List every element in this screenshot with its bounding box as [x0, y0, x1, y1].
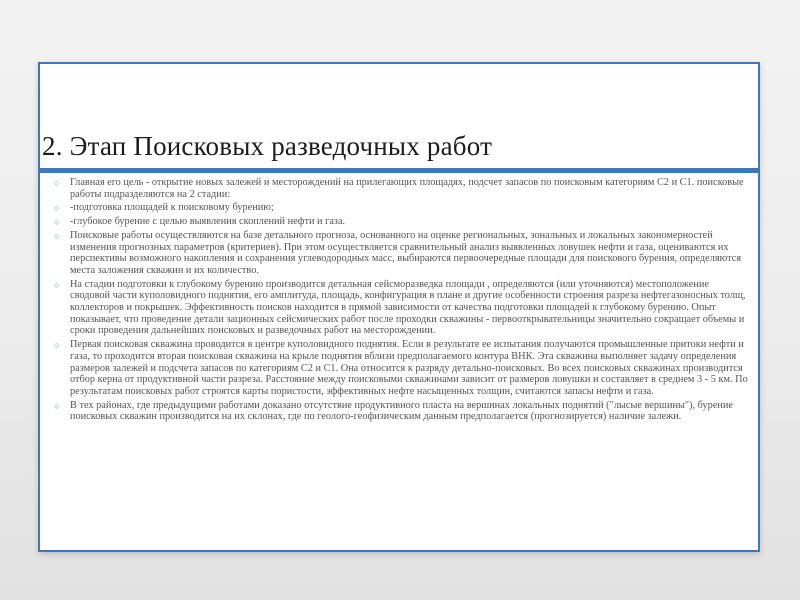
bullet-icon: ○: [54, 203, 60, 214]
slide-title: 2. Этап Поисковых разведочных работ: [42, 131, 493, 161]
bullet-item: [54, 400, 748, 423]
bullet-icon: ○: [54, 217, 60, 228]
bullet-icon: ○: [54, 340, 60, 351]
bullet-text: -подготовка площадей к поисковому бурению;: [70, 202, 274, 214]
bullet-text: В тех районах, где предыдущими работами доказано отсутствие продуктивного пласта на вершинах локальных поднятий ("лысые вершины"), бурение поисковых скважин производится на их склонах, где по геолого-геофизическим данным предполагается (прогнозируется) наличие залежи.: [70, 399, 733, 423]
bullet-item: [54, 202, 748, 214]
bullet-list: [54, 177, 748, 425]
bullet-text: Главная его цель - открытие новых залежей и месторождений на прилегающих площадях, подсчет запасов по поисковым категориям С2 и С1. поисковые работы подразделяются на 2 стадии:: [70, 177, 744, 200]
bullet-text: Первая поисковая скважина проводится в центре куполовидного поднятия. Если в результате ее испытания получаются промышленные притоки нефти и газа, то проходится вторая поисковая скважина на крыле поднятия вблизи предполагаемого контура ВНК. Эта скважина выполняет задачу определения размеров залежей и подсчета запасов по категориям С2 и С1. Она относится к разряду детально-поисковых. Во всех поисковых скважинах производится отбор керна от продуктивной части разреза. Расстояние между поисковыми скважинами зависит от размеров ловушки и составляет в среднем 3 - 5 км. По результатам поисковых работ строятся карты пористости, эффективных нефте насыщенных толщин, считаются запасы нефти и газа.: [70, 339, 748, 397]
bullet-text: На стадии подготовки к глубокому бурению производится детальная сейсморазведка площади , определяются (или уточняются) местоположение сводовой части куполовидного поднятия, его амплитуда, площадь, конфигурация в плане и другие особенности строения разреза нефтегазоносных толщ, коллекторов и покрышек. Эффективность поисков находится в прямой зависимости от качества подготовки площадей к глубокому бурению. Опыт показывает, что проведение детали зационных сейсмических работ после проходки скважины - первооткрывательницы значительно сокращает объемы и сроки проведения дальнейших поисковых и разведочных работ на месторождении.: [70, 278, 746, 337]
bullet-item: [54, 177, 748, 200]
bullet-item: [54, 279, 748, 338]
bullet-icon: ○: [54, 178, 60, 188]
content-frame: [38, 62, 760, 552]
bullet-icon: ○: [54, 400, 60, 411]
bullet-text: -глубокое бурение с целью выявления скоплений нефти и газа.: [70, 216, 346, 228]
title-underline: [40, 168, 758, 173]
bullet-icon: ○: [54, 230, 60, 241]
bullet-item: [54, 230, 748, 277]
bullet-text: Поисковые работы осуществляются на базе детального прогноза, основанного на оценке региональных, зональных и локальных закономерностей изменения прогнозных параметров (критериев). При этом осуществляется сравнительный анализ выявленных ловушек нефти и газа, оцениваются их перспективы возможного накопления и сохранения углеводородных масс, выбираются первоочередные площади для поискового бурения, определяются места заложения скважин и их количество.: [70, 229, 742, 276]
bullet-icon: ○: [54, 279, 60, 290]
bullet-item: [54, 216, 748, 228]
bullet-item: [54, 339, 748, 398]
